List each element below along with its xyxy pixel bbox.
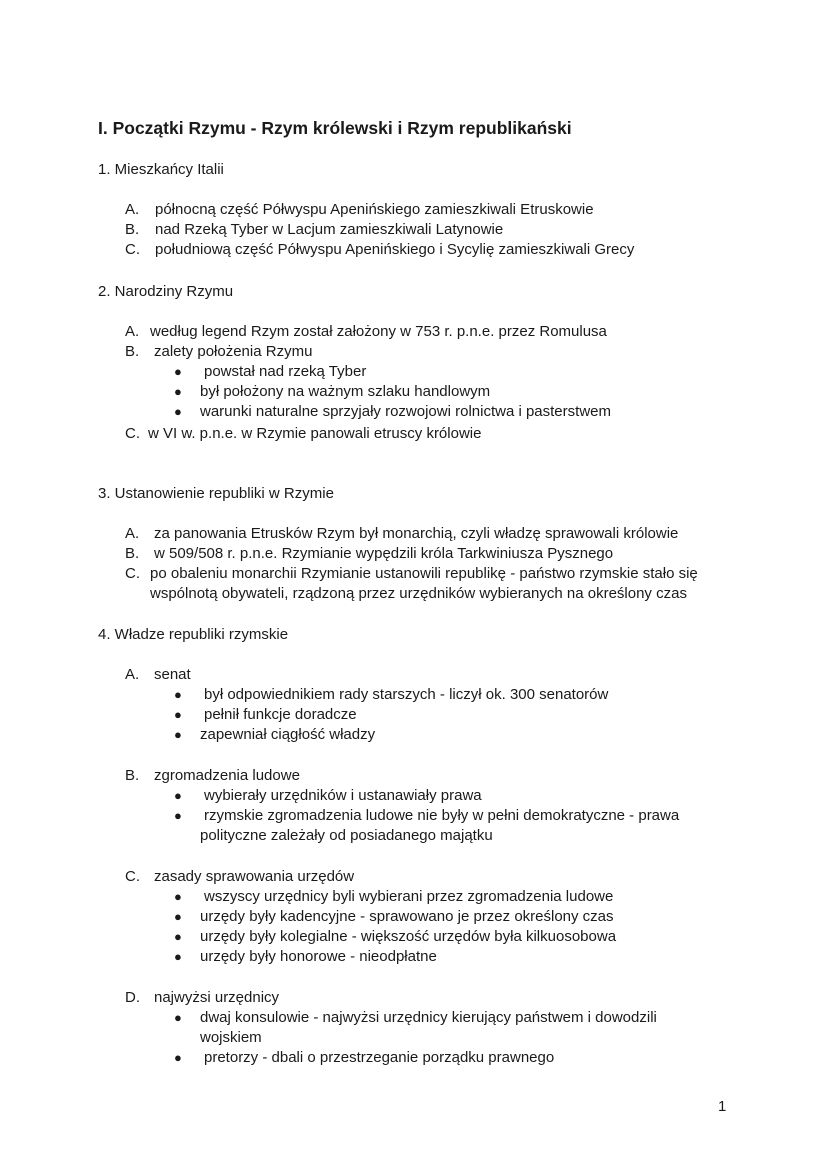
list-marker: A. bbox=[125, 525, 140, 542]
bullet-item: wszyscy urzędnicy byli wybierani przez zgromadzenia ludowe bbox=[204, 888, 614, 905]
bullet-item-continuation: polityczne zależały od posiadanego majątku bbox=[200, 827, 493, 844]
bullet-icon: ● bbox=[174, 707, 182, 722]
bullet-icon: ● bbox=[174, 1050, 182, 1065]
list-item: w VI w. p.n.e. w Rzymie panowali etruscy królowie bbox=[148, 425, 482, 442]
bullet-item: pełnił funkcje doradcze bbox=[204, 706, 357, 723]
list-marker: A. bbox=[125, 666, 140, 683]
list-marker: C. bbox=[125, 565, 140, 582]
list-item: za panowania Etrusków Rzym był monarchią, czyli władzę sprawowali królowie bbox=[154, 525, 679, 542]
list-marker: B. bbox=[125, 343, 140, 360]
bullet-icon: ● bbox=[174, 949, 182, 964]
list-item: w 509/508 r. p.n.e. Rzymianie wypędzili króla Tarkwiniusza Pysznego bbox=[154, 545, 614, 562]
document-title: I. Początki Rzymu - Rzym królewski i Rzym republikański bbox=[98, 118, 572, 138]
bullet-item: powstał nad rzeką Tyber bbox=[204, 363, 367, 380]
list-item: południową część Półwyspu Apenińskiego i Sycylię zamieszkiwali Grecy bbox=[155, 241, 635, 258]
list-item: północną część Półwyspu Apenińskiego zamieszkiwali Etruskowie bbox=[155, 201, 594, 218]
bullet-icon: ● bbox=[174, 364, 182, 379]
list-item: zgromadzenia ludowe bbox=[154, 767, 300, 784]
list-item: według legend Rzym został założony w 753 r. p.n.e. przez Romulusa bbox=[150, 323, 607, 340]
bullet-icon: ● bbox=[174, 384, 182, 399]
bullet-icon: ● bbox=[174, 687, 182, 702]
bullet-icon: ● bbox=[174, 727, 182, 742]
section-heading-4: 4. Władze republiki rzymskie bbox=[98, 626, 289, 643]
bullet-icon: ● bbox=[174, 929, 182, 944]
list-marker: A. bbox=[125, 201, 140, 218]
bullet-item: dwaj konsulowie - najwyżsi urzędnicy kierujący państwem i dowodzili bbox=[200, 1009, 657, 1026]
bullet-icon: ● bbox=[174, 1010, 182, 1025]
bullet-icon: ● bbox=[174, 909, 182, 924]
bullet-icon: ● bbox=[174, 788, 182, 803]
bullet-item: urzędy były honorowe - nieodpłatne bbox=[200, 948, 437, 965]
list-marker: B. bbox=[125, 221, 140, 238]
list-item-continuation: wspólnotą obywateli, rządzoną przez urzędników wybieranych na określony czas bbox=[150, 585, 687, 602]
list-item: zasady sprawowania urzędów bbox=[154, 868, 355, 885]
bullet-item: wybierały urzędników i ustanawiały prawa bbox=[204, 787, 482, 804]
bullet-item: był odpowiednikiem rady starszych - liczył ok. 300 senatorów bbox=[204, 686, 609, 703]
bullet-item: warunki naturalne sprzyjały rozwojowi rolnictwa i pasterstwem bbox=[200, 403, 611, 420]
page-number: 1 bbox=[718, 1098, 727, 1115]
bullet-item: był położony na ważnym szlaku handlowym bbox=[200, 383, 491, 400]
list-item: zalety położenia Rzymu bbox=[154, 343, 313, 360]
bullet-item: zapewniał ciągłość władzy bbox=[200, 726, 376, 743]
list-marker: D. bbox=[125, 989, 140, 1006]
list-marker: B. bbox=[125, 545, 140, 562]
list-item: najwyżsi urzędnicy bbox=[154, 989, 280, 1006]
bullet-icon: ● bbox=[174, 404, 182, 419]
section-heading-1: 1. Mieszkańcy Italii bbox=[98, 161, 224, 178]
list-item: nad Rzeką Tyber w Lacjum zamieszkiwali Latynowie bbox=[155, 221, 504, 238]
bullet-icon: ● bbox=[174, 808, 182, 823]
list-marker: A. bbox=[125, 323, 140, 340]
list-marker: B. bbox=[125, 767, 140, 784]
list-item: senat bbox=[154, 666, 191, 683]
list-marker: C. bbox=[125, 425, 140, 442]
bullet-item: urzędy były kadencyjne - sprawowano je przez określony czas bbox=[200, 908, 614, 925]
bullet-item-continuation: wojskiem bbox=[200, 1029, 262, 1046]
bullet-icon: ● bbox=[174, 889, 182, 904]
list-marker: C. bbox=[125, 868, 140, 885]
section-heading-2: 2. Narodziny Rzymu bbox=[98, 283, 234, 300]
bullet-item: urzędy były kolegialne - większość urzędów była kilkuosobowa bbox=[200, 928, 617, 945]
bullet-item: rzymskie zgromadzenia ludowe nie były w pełni demokratyczne - prawa bbox=[204, 807, 680, 824]
list-item: po obaleniu monarchii Rzymianie ustanowili republikę - państwo rzymskie stało się bbox=[150, 565, 698, 582]
list-marker: C. bbox=[125, 241, 140, 258]
bullet-item: pretorzy - dbali o przestrzeganie porządku prawnego bbox=[204, 1049, 555, 1066]
section-heading-3: 3. Ustanowienie republiki w Rzymie bbox=[98, 485, 334, 502]
